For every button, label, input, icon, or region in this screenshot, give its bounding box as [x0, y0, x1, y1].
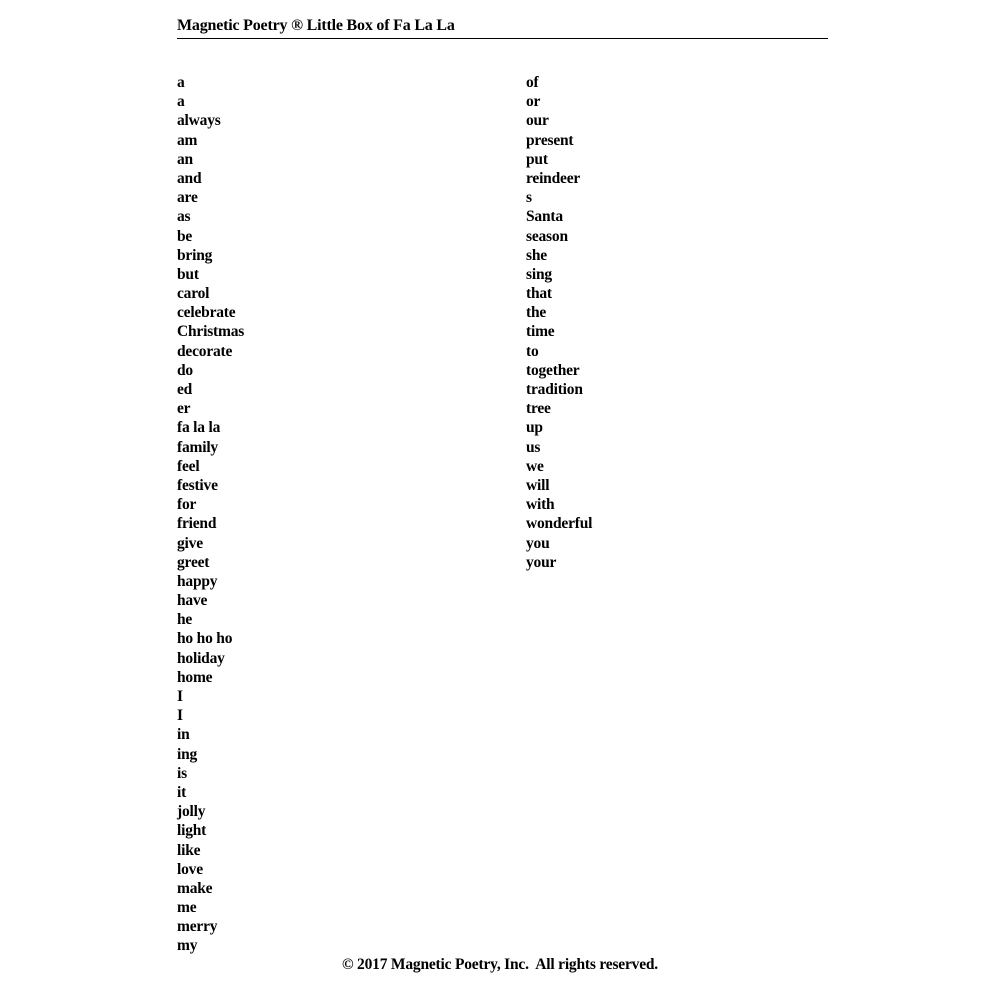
word-item: it: [177, 783, 187, 801]
word-item: but: [177, 265, 199, 283]
word-item: an: [177, 150, 193, 168]
word-item: er: [177, 400, 191, 418]
word-item: fa la la: [177, 419, 221, 437]
word-item: celebrate: [177, 304, 236, 322]
word-item: a: [177, 74, 185, 91]
word-item: Santa: [526, 208, 563, 226]
word-list-left-column: [177, 73, 244, 956]
word-item: happy: [177, 572, 218, 590]
word-item: time: [526, 323, 555, 341]
word-item: tree: [526, 400, 551, 418]
word-item: will: [526, 476, 550, 494]
word-item: jolly: [177, 803, 206, 821]
word-item: put: [526, 150, 548, 168]
word-item: and: [177, 169, 202, 187]
word-item: present: [526, 131, 574, 149]
word-item: wonderful: [526, 515, 593, 533]
word-item: give: [177, 534, 203, 552]
word-item: I: [177, 707, 183, 725]
word-item: up: [526, 419, 543, 437]
word-item: me: [177, 899, 197, 917]
word-item: a: [177, 93, 185, 111]
word-item: you: [526, 534, 550, 552]
word-item: have: [177, 592, 208, 610]
word-item: she: [526, 246, 547, 264]
word-item: reindeer: [526, 169, 581, 187]
word-item: ing: [177, 745, 198, 763]
word-item: home: [177, 668, 213, 686]
word-item: make: [177, 879, 213, 897]
word-item: the: [526, 304, 547, 322]
word-item: decorate: [177, 342, 233, 360]
word-item: family: [177, 438, 218, 456]
word-item: I: [177, 688, 183, 705]
word-item: in: [177, 726, 190, 744]
word-item: holiday: [177, 649, 225, 667]
word-item: as: [177, 208, 191, 226]
word-item: carol: [177, 285, 210, 303]
word-item: together: [526, 361, 580, 379]
word-item: your: [526, 553, 557, 571]
word-item: greet: [177, 553, 210, 571]
word-item: he: [177, 611, 193, 629]
word-item: light: [177, 822, 207, 840]
word-item: or: [526, 93, 541, 111]
word-item: do: [177, 361, 193, 379]
word-item: Christmas: [177, 323, 245, 341]
word-item: s: [526, 189, 532, 207]
page-title: Magnetic Poetry ® Little Box of Fa La La: [177, 17, 455, 34]
word-item: is: [177, 764, 187, 782]
copyright-footer: © 2017 Magnetic Poetry, Inc. All rights reserved.: [342, 956, 658, 973]
word-item: tradition: [526, 381, 583, 398]
word-item: festive: [177, 476, 218, 494]
word-item: friend: [177, 515, 217, 533]
word-item: am: [177, 131, 198, 149]
page-header: [177, 17, 828, 39]
word-item: feel: [177, 457, 200, 475]
word-item: of: [526, 74, 539, 91]
word-item: merry: [177, 918, 218, 936]
word-item: ed: [177, 381, 193, 398]
word-item: my: [177, 937, 198, 955]
word-list-right-column: [526, 73, 592, 572]
word-item: season: [526, 227, 568, 245]
word-item: for: [177, 496, 197, 514]
word-item: to: [526, 342, 539, 360]
word-item: love: [177, 860, 203, 878]
word-item: like: [177, 841, 201, 859]
word-item: always: [177, 112, 221, 130]
word-item: bring: [177, 246, 213, 264]
word-item: we: [526, 457, 544, 475]
word-item: us: [526, 438, 541, 456]
word-item: sing: [526, 265, 552, 283]
word-item: ho ho ho: [177, 630, 233, 648]
word-item: are: [177, 189, 198, 207]
word-item: be: [177, 227, 193, 245]
word-item: that: [526, 285, 552, 303]
word-item: our: [526, 112, 549, 130]
word-item: with: [526, 496, 555, 514]
